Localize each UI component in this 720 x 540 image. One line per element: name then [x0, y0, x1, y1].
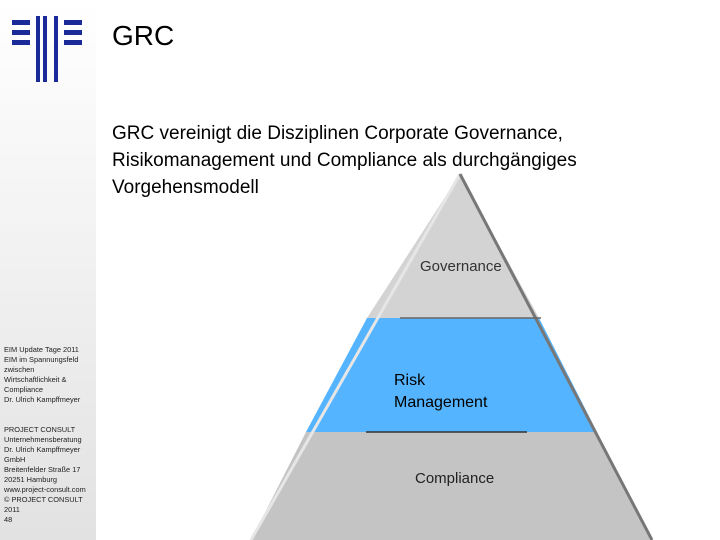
intro-line: Vorgehensmodell [112, 177, 259, 198]
risk-management-label [394, 370, 487, 414]
risk-label-line: Risk [394, 372, 426, 389]
page-number: 48 [4, 515, 13, 524]
intro-line: Risikomanagement und Compliance als durchgängiges [112, 150, 577, 171]
company-line: Unternehmensberatung [4, 435, 82, 444]
event-line: Wirtschaftlichkeit & [4, 375, 67, 384]
intro-line: GRC vereinigt die Disziplinen Corporate Governance, [112, 123, 563, 144]
event-line: zwischen [4, 365, 35, 374]
governance-label: Governance [420, 258, 502, 275]
pyramid-level-governance [367, 174, 539, 318]
company-line: PROJECT CONSULT [4, 425, 76, 434]
company-line: GmbH [4, 455, 26, 464]
company-line: 20251 Hamburg [4, 475, 58, 484]
slide-title: GRC [112, 20, 175, 51]
compliance-label: Compliance [415, 470, 495, 487]
event-line: EIM im Spannungsfeld [4, 355, 79, 364]
event-line: Compliance [4, 385, 44, 394]
event-line: Dr. Ulrich Kampffmeyer [4, 395, 81, 404]
copyright-year: 2011 [4, 505, 20, 514]
copyright-line: © PROJECT CONSULT [4, 495, 83, 504]
risk-label-line: Management [394, 394, 488, 411]
company-line: Dr. Ulrich Kampffmeyer [4, 445, 81, 454]
company-line: Breitenfelder Straße 17 [4, 465, 81, 474]
company-link[interactable]: www.project-consult.com [4, 485, 86, 494]
event-line: EIM Update Tage 2011 [4, 345, 79, 354]
